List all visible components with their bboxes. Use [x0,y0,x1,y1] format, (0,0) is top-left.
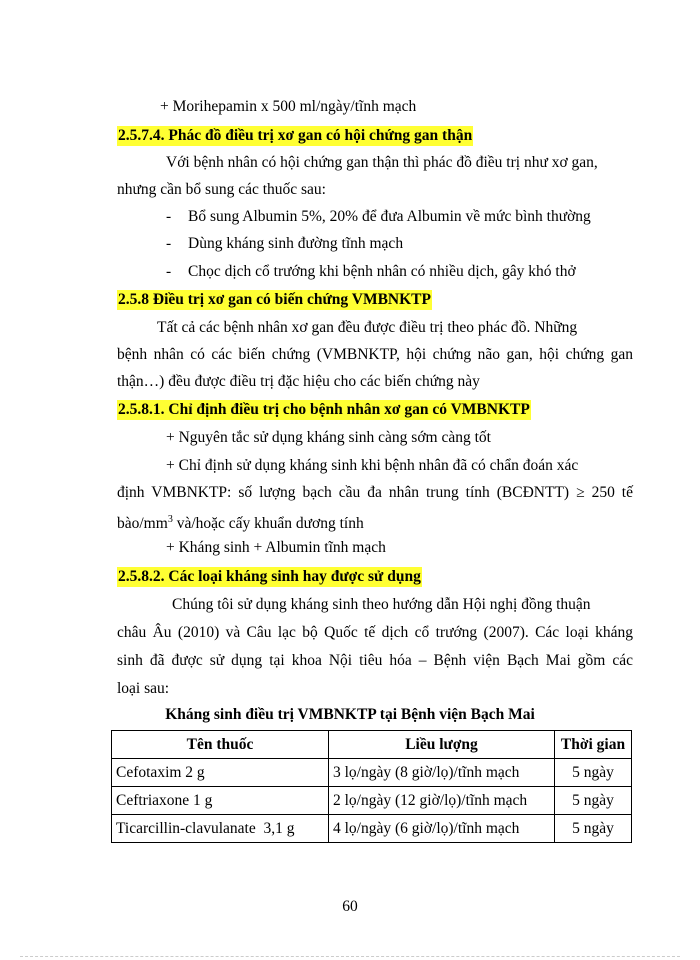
paragraph-line: bào/$mm^3$ và/hoặc cấy khuẩn dương tính [117,514,364,533]
table-header-row [112,731,632,759]
bullet-item: - Chọc dịch cổ trướng khi bệnh nhân có nhiều dịch, gây khó thở [166,263,576,280]
paragraph-line: + Nguyên tắc sử dụng kháng sinh càng sớm càng tốt [166,429,491,446]
paragraph-line: sinh đã được sử dụng tại khoa Nội tiêu hóa – Bệnh viện Bạch Mai gồm các [117,652,633,669]
table-cell: 2 lọ/ngày (12 giờ/lọ)/tĩnh mạch [329,787,555,815]
paragraph-line: Tất cả các bệnh nhân xơ gan đều được điều trị theo phác đồ. Những [157,319,578,336]
paragraph-line: thận…) đều được điều trị đặc hiệu cho các biến chứng này [117,373,480,390]
paragraph-line: + Kháng sinh + Albumin tĩnh mạch [166,539,386,556]
section-heading: 2.5.7.4. Phác đồ điều trị xơ gan có hội chứng gan thận [118,127,473,144]
bullet-item: - Bổ sung Albumin 5%, 20% để đưa Albumin về mức bình thường [166,208,591,225]
paragraph-line: định VMBNKTP: số lượng bạch cầu đa nhân trung tính (BCĐNTT) ≥ 250 tế [117,484,633,501]
section-heading: 2.5.8.2. Các loại kháng sinh hay được sử dụng [118,568,421,585]
table-cell: 5 ngày [555,787,632,815]
table-row [112,787,632,815]
paragraph-line: bệnh nhân có các biến chứng (VMBNKTP, hội chứng não gan, hội chứng gan [117,346,633,363]
table-cell: 5 ngày [555,759,632,787]
table-row [112,759,632,787]
table-cell: 5 ngày [555,815,632,843]
table-cell: 4 lọ/ngày (6 giờ/lọ)/tĩnh mạch [329,815,555,843]
table-caption: Kháng sinh điều trị VMBNKTP tại Bệnh viện Bạch Mai [165,706,535,723]
column-header: Liều lượng [329,731,555,759]
table-cell: Ceftriaxone 1 g [112,787,329,815]
paragraph-line: Với bệnh nhân có hội chứng gan thận thì phác đồ điều trị như xơ gan, [166,154,598,171]
bullet-item: - Dùng kháng sinh đường tĩnh mạch [166,235,404,252]
paragraph-line: + Chỉ định sử dụng kháng sinh khi bệnh nhân đã có chẩn đoán xác [166,457,579,474]
section-heading: 2.5.8 Điều trị xơ gan có biến chứng VMBNKTP [118,291,431,308]
table-cell: Ticarcillin-clavulanate 3,1 g [112,815,329,843]
table-row [112,815,632,843]
page-divider [20,956,680,957]
paragraph-line: loại sau: [117,680,170,697]
paragraph-line: nhưng cần bổ sung các thuốc sau: [117,181,326,198]
text-line: + Morihepamin x 500 ml/ngày/tĩnh mạch [160,98,417,115]
antibiotics-table [111,730,632,843]
section-heading: 2.5.8.1. Chỉ định điều trị cho bệnh nhân xơ gan có VMBNKTP [118,401,530,418]
paragraph-line: châu Âu (2010) và Câu lạc bộ Quốc tế dịch cổ trướng (2007). Các loại kháng [117,624,633,641]
column-header: Thời gian [555,731,632,759]
paragraph-line: Chúng tôi sử dụng kháng sinh theo hướng dẫn Hội nghị đồng thuận [172,596,591,613]
column-header: Tên thuốc [112,731,329,759]
page-number: 60 [342,898,358,915]
table-cell: Cefotaxim 2 g [112,759,329,787]
table-cell: 3 lọ/ngày (8 giờ/lọ)/tĩnh mạch [329,759,555,787]
